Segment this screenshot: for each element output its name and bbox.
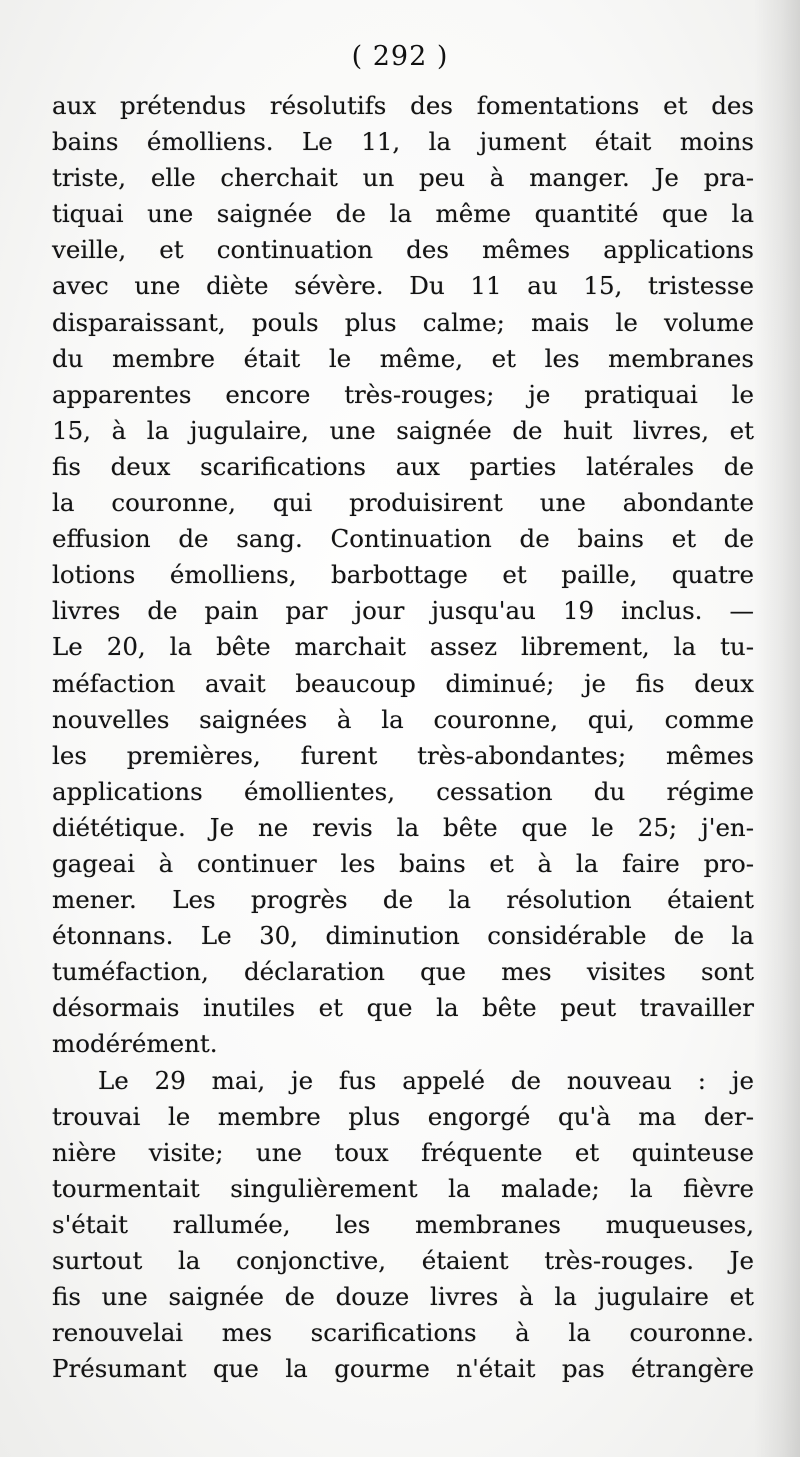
text-line: du membre était le même, et les membranes [52, 343, 754, 373]
text-line: s'était rallumée, les membranes muqueuses, [52, 1209, 754, 1239]
text-line: 15, à la jugulaire, une saignée de huit livres, et [52, 415, 754, 445]
text-line: Le 29 mai, je fus appelé de nouveau : je [98, 1065, 754, 1095]
page-number: ( 292 ) [351, 41, 449, 72]
paragraph-2 [52, 1063, 754, 1388]
text-line: bains émolliens. Le 11, la jument était moins [52, 127, 754, 157]
text-line: méfaction avait beaucoup diminué; je fis deux [52, 668, 754, 698]
text-line: applications émollientes, cessation du régime [52, 776, 754, 806]
text-line: tourmentait singulièrement la malade; la fièvre [52, 1173, 754, 1203]
text-line: Le 20, la bête marchait assez librement, la tu- [52, 632, 754, 662]
text-line: gageai à continuer les bains et à la faire pro- [52, 848, 754, 878]
text-line: étonnans. Le 30, diminution considérable de la [52, 921, 754, 951]
text-line: veille, et continuation des mêmes applications [52, 235, 754, 265]
text-line: mener. Les progrès de la résolution étaient [52, 885, 754, 915]
text-line: aux prétendus résolutifs des fomentations et des [52, 91, 754, 120]
body-text [52, 88, 754, 1387]
text-line: diététique. Je ne revis la bête que le 25; j'en- [52, 812, 754, 842]
text-line: triste, elle cherchait un peu à manger. Je pra- [52, 163, 754, 193]
paragraph-1 [52, 88, 754, 1063]
text-line: modérément. [52, 1029, 218, 1059]
text-line: tuméfaction, déclaration que mes visites sont [52, 957, 754, 987]
text-line: les premières, furent très-abondantes; mêmes [52, 740, 754, 770]
text-line: fis une saignée de douze livres à la jugulaire et [52, 1282, 754, 1312]
text-line: lotions émolliens, barbottage et paille, quatre [52, 560, 754, 590]
text-line: trouvai le membre plus engorgé qu'à ma der- [52, 1101, 754, 1131]
text-line: nouvelles saignées à la couronne, qui, comme [52, 704, 754, 734]
text-line: désormais inutiles et que la bête peut travailler [52, 993, 754, 1023]
text-line: avec une diète sévère. Du 11 au 15, tristesse [52, 271, 754, 301]
text-line: tiquai une saignée de la même quantité que la [52, 199, 754, 229]
text-line: surtout la conjonctive, étaient très-rouges. Je [52, 1246, 754, 1275]
text-line: disparaissant, pouls plus calme; mais le volume [52, 307, 754, 337]
text-line: Présumant que la gourme n'était pas étrangère [52, 1354, 754, 1384]
text-line: la couronne, qui produisirent une abondante [52, 488, 754, 518]
text-line: effusion de sang. Continuation de bains et de [52, 524, 754, 554]
text-line: renouvelai mes scarifications à la couronne. [52, 1318, 754, 1348]
text-line: nière visite; une toux fréquente et quinteuse [52, 1137, 754, 1167]
text-line: livres de pain par jour jusqu'au 19 inclus. — [52, 596, 754, 626]
text-line: apparentes encore très-rouges; je pratiquai le [52, 379, 754, 409]
text-line: fis deux scarifications aux parties latérales de [52, 451, 754, 481]
